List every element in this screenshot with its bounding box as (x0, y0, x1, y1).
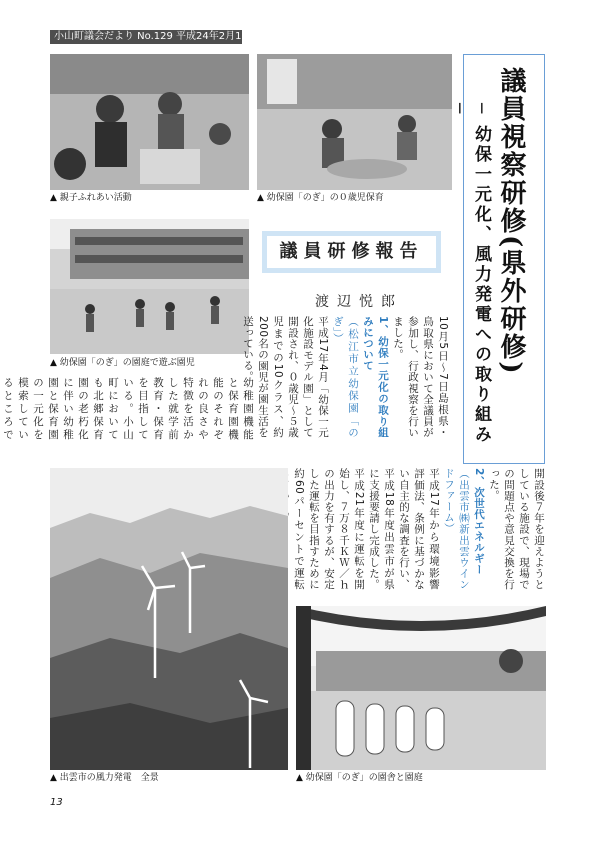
photo1-caption: ▲ 親子ふれあい活動 (50, 193, 132, 203)
section1-subtitle: （松江市立幼保園「のぎ」） (332, 316, 359, 438)
article-title: 議員視察研修(県外研修) (496, 67, 526, 376)
section1-body3: 開設後７年を迎えようとしている施設で、現場での問題点や意見交換を行った。 (488, 468, 545, 590)
section1-body2: 幼稚園機能と保育園機能のそれぞれの良さや特徴を活かした就学前教育・保育を目指している。小山町においても北郷保育園の老朽化に伴い幼稚園と保育園の一元化を模索しているところで (2, 377, 254, 440)
header-bar (50, 30, 272, 44)
article-middle-text (2, 377, 255, 440)
photo-school-building-image (296, 606, 546, 770)
section1-body: 平成17年4月「幼保一元化施設モデル園」として開設され、０歳児〜５歳児までの10クラス、約200名の園児が園生活を送っている。 (242, 316, 329, 438)
report-heading-box (262, 231, 441, 273)
photo-playground-image (50, 219, 249, 354)
report-heading: 議員研修報告 (267, 236, 436, 268)
article-lower-text (293, 468, 546, 590)
header-label: 小山町議会だより No.129 平成24年2月1日発行 (54, 31, 272, 42)
section1-title: 1、幼保一元化の取り組みについて (362, 316, 389, 438)
photo-parent-child-activity (50, 54, 249, 190)
page-number: 13 (50, 797, 63, 808)
photo-parent-child-activity-image (50, 54, 249, 190)
photo-playground (50, 219, 249, 354)
photo4-caption: ▲ 出雲市の風力発電 全景 (50, 773, 159, 783)
photo-school-building (296, 606, 546, 770)
article-upper-text (242, 316, 450, 438)
photo2-caption: ▲ 幼保園「のぎ」の０歳児保育 (257, 193, 384, 203)
photo-infant-care (257, 54, 452, 190)
author-name: 渡辺悦郎 (315, 294, 403, 310)
photo-infant-care-image (257, 54, 452, 190)
intro-paragraph: 10月5日〜7日島根県・鳥取県において全議員が参加し、行政視察を行いました。 (392, 316, 449, 438)
article-title-box (449, 54, 545, 464)
section2-subtitle: （出雲市㈱新出雲ウインドファーム） (443, 468, 470, 590)
photo-wind-farm (50, 468, 288, 770)
section2-body: 平成17年から環境影響評価法、条例に基づかない自主的な調査を行い、平成18年度出雲市が県に支援要請し完成した。平成21年度に運転を開始し、７万８千ＫＷ／ｈの出力を有するが、安定した運転を目指すために約60パーセントで運転 (293, 468, 440, 590)
photo5-caption: ▲ 幼保園「のぎ」の園舎と園庭 (296, 773, 423, 783)
photo-wind-farm-image (50, 468, 288, 770)
section2-title: 2、次世代エネルギー (473, 468, 485, 575)
article-subtitle: ─ 幼保一元化、風力発電への取り組み ─ (449, 103, 491, 446)
photo3-caption: ▲ 幼保園「のぎ」の園庭で遊ぶ園児 (50, 358, 195, 368)
